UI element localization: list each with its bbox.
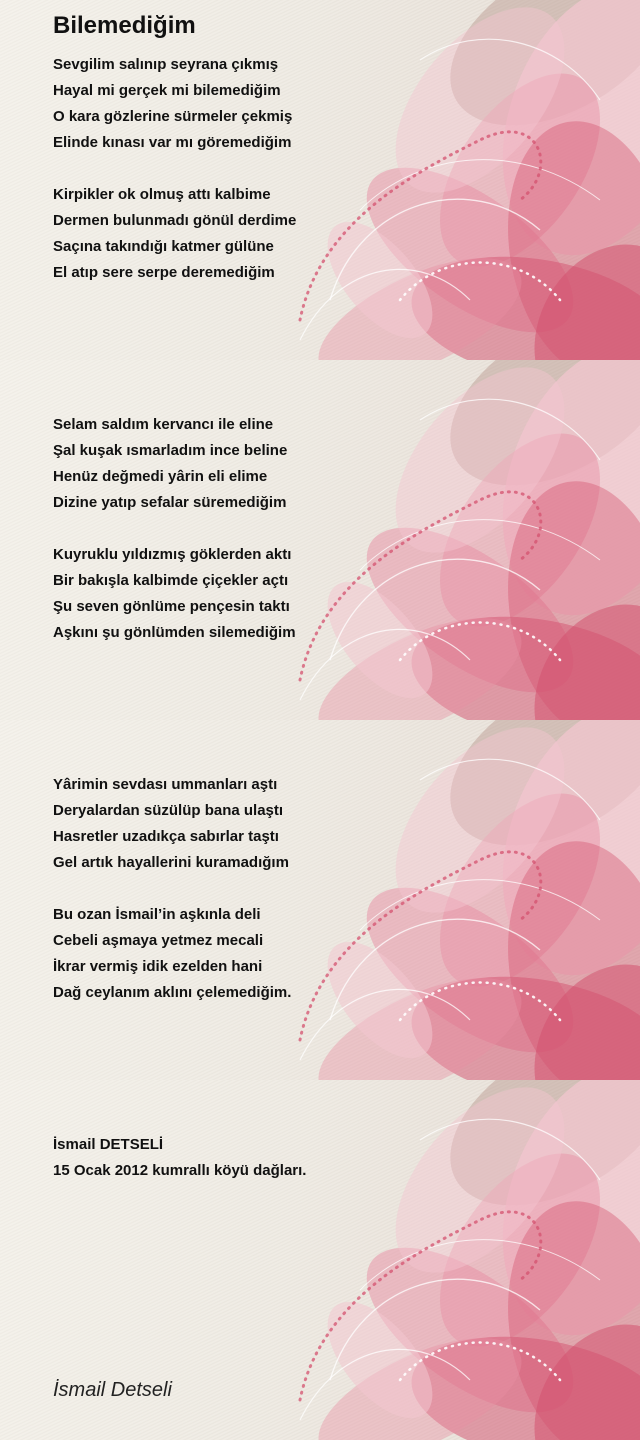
poem-stanza-3: Yârimin sevdası ummanları aştı Deryalardan süzülüp bana ulaştı Hasretler uzadıkça sabırlar taştı Gel artık hayallerini kuramadığım Bu ozan İsmail’in aşkınla deli Cebeli aşmaya yetmez mecali İkrar vermiş idik ezelden hani Dağ ceylanım aklını çelemediğim. (53, 776, 292, 1001)
poem-panel-2 (0, 360, 640, 720)
poem-panel-4 (0, 1080, 640, 1440)
poem-panel-3 (0, 720, 640, 1080)
poem-stanza-2: Selam saldım kervancı ile eline Şal kuşak ısmarladım ince beline Henüz değmedi yârin eli elime Dizine yatıp sefalar süremediğim Kuyruklu yıldızmış göklerden aktı Bir bakışla kalbimde çiçekler açtı Şu seven gönlüme pençesin taktı Aşkını şu gönlümden silemediğim (53, 416, 296, 641)
author-signature: İsmail Detseli (53, 1379, 172, 1401)
poem-stanza-1: Sevgilim salınıp seyrana çıkmış Hayal mi gerçek mi bilemediğim O kara gözlerine sürmeler çekmiş Elinde kınası var mı göremediğim Kirpikler ok olmuş attı kalbime Dermen bulunmadı gönül derdime Saçına takındığı katmer gülüne El atıp sere serpe deremediğim (53, 56, 297, 281)
poem-panel-1 (0, 0, 640, 360)
poem-title: Bilemediğim (53, 12, 196, 39)
poem-author-date: İsmail DETSELİ 15 Ocak 2012 kumrallı köyü dağları. (53, 1136, 307, 1179)
